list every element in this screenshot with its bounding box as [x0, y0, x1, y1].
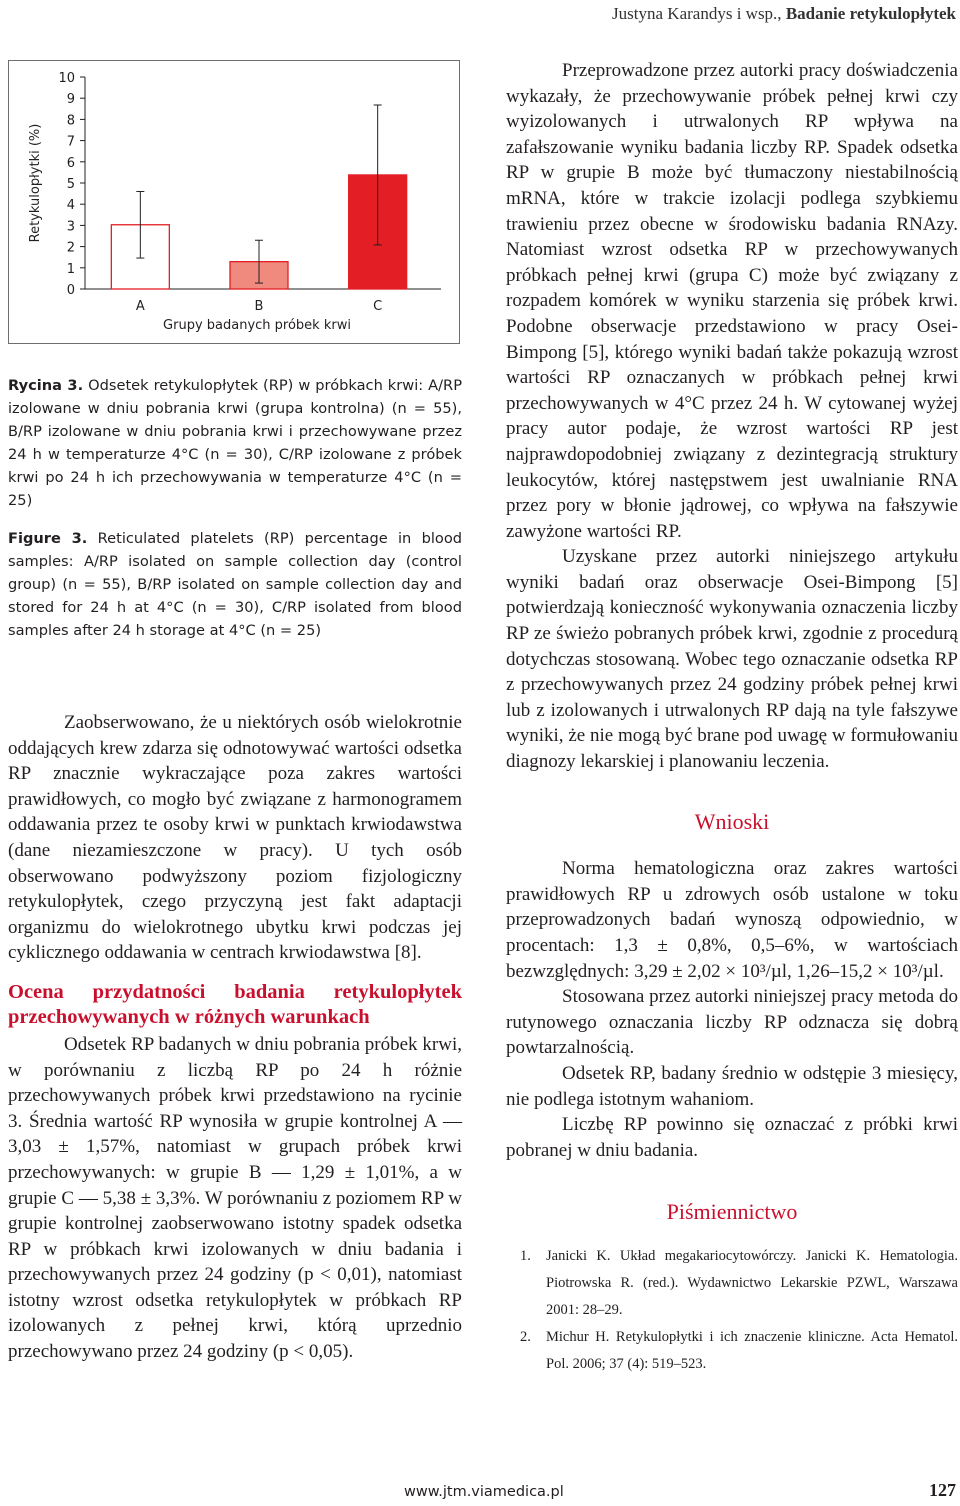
section-heading-evaluation: Ocena przydatności badania retykulopłytek przechowywanych w różnych warunkach — [8, 980, 462, 1028]
y-tick-label: 0 — [66, 283, 75, 298]
paragraph-recommendation: Liczbę RP powinno się oznaczać z próbki krwi pobranej w dniu badania. — [506, 1114, 958, 1161]
paragraph-donors: Zaobserwowano, że u niektórych osób wielokrotnie oddających krew zdarza się odnotowywać wartości odsetka RP znacznie wykraczające poza zakres wartości prawidłowych, co mogło być związane z harmonogramem oddawania przez te osoby krwi w punktach krwiodawstwa (dane niezamieszczone w pracy). U tych osób obserwowano podwyższony poziom fizjologiczny retykulopłytek, czego przyczyną jest fakt adaptacji organizmu do wielokrotnego ubytku krwi podczas jej cyklicznego oddawania w centrach krwiodawstwa [8]. — [8, 712, 462, 964]
caption-english-label: Figure 3. — [8, 530, 88, 547]
caption-english — [8, 527, 462, 642]
reference-text: Michur H. Retykulopłytki i ich znaczenie kliniczne. Acta Hematol. Pol. 2006; 37 (4): 519–523. — [546, 1328, 958, 1372]
x-tick-label-B: B — [254, 299, 264, 314]
y-tick-label: 6 — [66, 155, 75, 171]
y-tick-label: 2 — [66, 240, 75, 256]
reference-text: Janicki K. Układ megakariocytowórczy. Janicki K. Hematologia. Piotrowska R. (red.). Wydawnictwo Lekarskie PZWL, Warszawa 2001: 28–29. — [546, 1247, 958, 1318]
right-column — [506, 58, 958, 1378]
reference-number: 1. — [520, 1247, 531, 1264]
y-tick-label: 7 — [66, 134, 75, 150]
y-tick-label: 4 — [66, 198, 75, 214]
paragraph-discussion: Przeprowadzone przez autorki pracy doświadczenia wykazały, że przechowywanie próbek pełnej krwi czy wyizolowanych i utrwalonych RP wpływa na zafałszowanie wyniku badania liczby RP. Spadek odsetka RP w grupie B może być tłumaczony niestabilnością mRNA, które w trakcie izolacji podlega szybkiemu trawieniu przez obecne w środowisku badania RNAzy. Natomiast wzrost odsetka RP w przechowywanych próbkach pełnej krwi (grupa C) może być związany z rozpadem komórek w wyniku starzenia się próbek krwi. Podobne obserwacje przedstawiono w pracy Osei-Bimpong [5], którego wyniki badań także pokazują wzrost wartości RP oznaczanych w próbkach pełnej krwi przechowywanych w 4°C przez 24 h. W cytowanej wyżej pracy autor podaje, że wzrost wartości RP jest najprawdopodobniej związany z dezintegracją struktury leukocytów, której następstwem jest uwalnianie RNA przez pory w błonie jądrowej, co wpływa na fałszywie zawyżone wartości RP. — [506, 60, 958, 542]
caption-english-text: Reticulated platelets (RP) percentage in blood samples: A/RP isolated on sample collection day (control group) (n = 55), B/RP isolated on sample collection day and stored for 24 h at 4°C (n = 30), C/RP isolated from blood samples after 24 h storage at 4°C (n = 25) — [8, 530, 463, 639]
reference-item — [506, 1324, 958, 1378]
paragraph-norms: Norma hematologiczna oraz zakres wartości prawidłowych RP u zdrowych osób ustalone w toku przeprowadzonych badań wynoszą odpowiednio, w procentach: 1,3 ± 0,8%, 0,5–6%, w wartościach bezwzględnych: 3,29 ± 2,02 × 10³/µl, 1,26–15,2 × 10³/µl. — [506, 858, 958, 982]
reference-item — [506, 1243, 958, 1324]
caption-polish — [8, 374, 462, 512]
y-tick-label: 5 — [66, 177, 75, 192]
x-tick-label-A: A — [135, 299, 145, 314]
section-heading-references: Piśmiennictwo — [666, 1199, 798, 1225]
figure-caption — [8, 374, 462, 657]
paragraph-results: Odsetek RP badanych w dniu pobrania próbek krwi, w porównaniu z liczbą RP po 24 h różnie przechowywanych próbek krwi przedstawiono na rycinie 3. Średnia wartość RP wynosiła w grupie kontrolnej A — 3,03 ± 1,57%, natomiast w grupach próbek krwi przechowywanych: w grupie B — 1,29 ± 1,01%, a w grupie C — 5,38 ± 3,3%. W porównaniu z poziomem RP w grupie kontrolnej zaobserwowano istotny spadek odsetka RP w próbkach krwi izolowanych w dniu badania i przechowywanych przez 24 godziny (p < 0,01), natomiast istotny wzrost odsetka retykulopłytek w próbkach RP izolowanych z pełnej krwi, którą uprzednio przechowywano przez 24 godziny (p < 0,05). — [8, 1033, 462, 1363]
x-axis-label: Grupy badanych próbek krwi — [163, 318, 351, 333]
x-tick-label-C: C — [373, 299, 383, 314]
paragraph-confirmation: Uzyskane przez autorki niniejszego artykułu wyniki badań oraz obserwacje Osei-Bimpong [5] potwierdzają konieczność wykonywania oznaczenia liczby RP ze świeżo pobranych próbek krwi, zgodnie z procedurą dotychczas stosowaną. Wobec tego oznaczanie odsetka RP z przechowywanych przez 24 godziny próbek pełnej krwi lub z izolowanych i utrwalonych RP dają na tyle fałszywe wyniki, że nie mogą być brane pod uwagę w formułowaniu diagnozy lekarskiej i planowaniu leczenia. — [506, 546, 958, 773]
page-number: 127 — [929, 1480, 956, 1500]
left-column — [8, 710, 462, 1365]
reference-list — [506, 1243, 958, 1378]
section-heading-conclusions: Wnioski — [694, 808, 770, 834]
running-head-authors: Justyna Karandys i wsp., — [612, 4, 782, 23]
paragraph-method: Stosowana przez autorki niniejszej pracy metoda do rutynowego oznaczania liczby RP odznacza się dobrą powtarzalnością. — [506, 986, 958, 1059]
y-tick-label: 3 — [66, 219, 75, 235]
y-tick-label: 8 — [66, 113, 75, 129]
paragraph-stability: Odsetek RP, badany średnio w odstępie 3 miesięcy, nie podlega istotnym wahaniom. — [506, 1062, 958, 1110]
footer-url: www.jtm.viamedica.pl — [404, 1484, 564, 1500]
y-tick-label: 1 — [66, 261, 75, 277]
figure-3-chart — [8, 60, 460, 344]
bar-chart — [9, 61, 461, 345]
reference-number: 2. — [520, 1328, 531, 1345]
running-head — [612, 4, 956, 24]
caption-polish-text: Odsetek retykulopłytek (RP) w próbkach krwi: A/RP izolowane w dniu pobrania krwi (grupa kontrolna) (n = 55), B/RP izolowane w dniu pobrania krwi i przechowywane przez 24 h w temperaturze 4°C (n = 30), C/RP izolowane z próbek krwi po 24 h ich przechowywania w temperaturze 4°C (n = 25) — [8, 377, 463, 509]
caption-polish-label: Rycina 3. — [8, 377, 84, 394]
y-tick-label: 10 — [58, 71, 75, 86]
y-axis-label: Retykulopłytki (%) — [28, 123, 43, 243]
running-head-title: Badanie retykulopłytek — [785, 4, 956, 23]
y-tick-label: 9 — [66, 92, 75, 108]
